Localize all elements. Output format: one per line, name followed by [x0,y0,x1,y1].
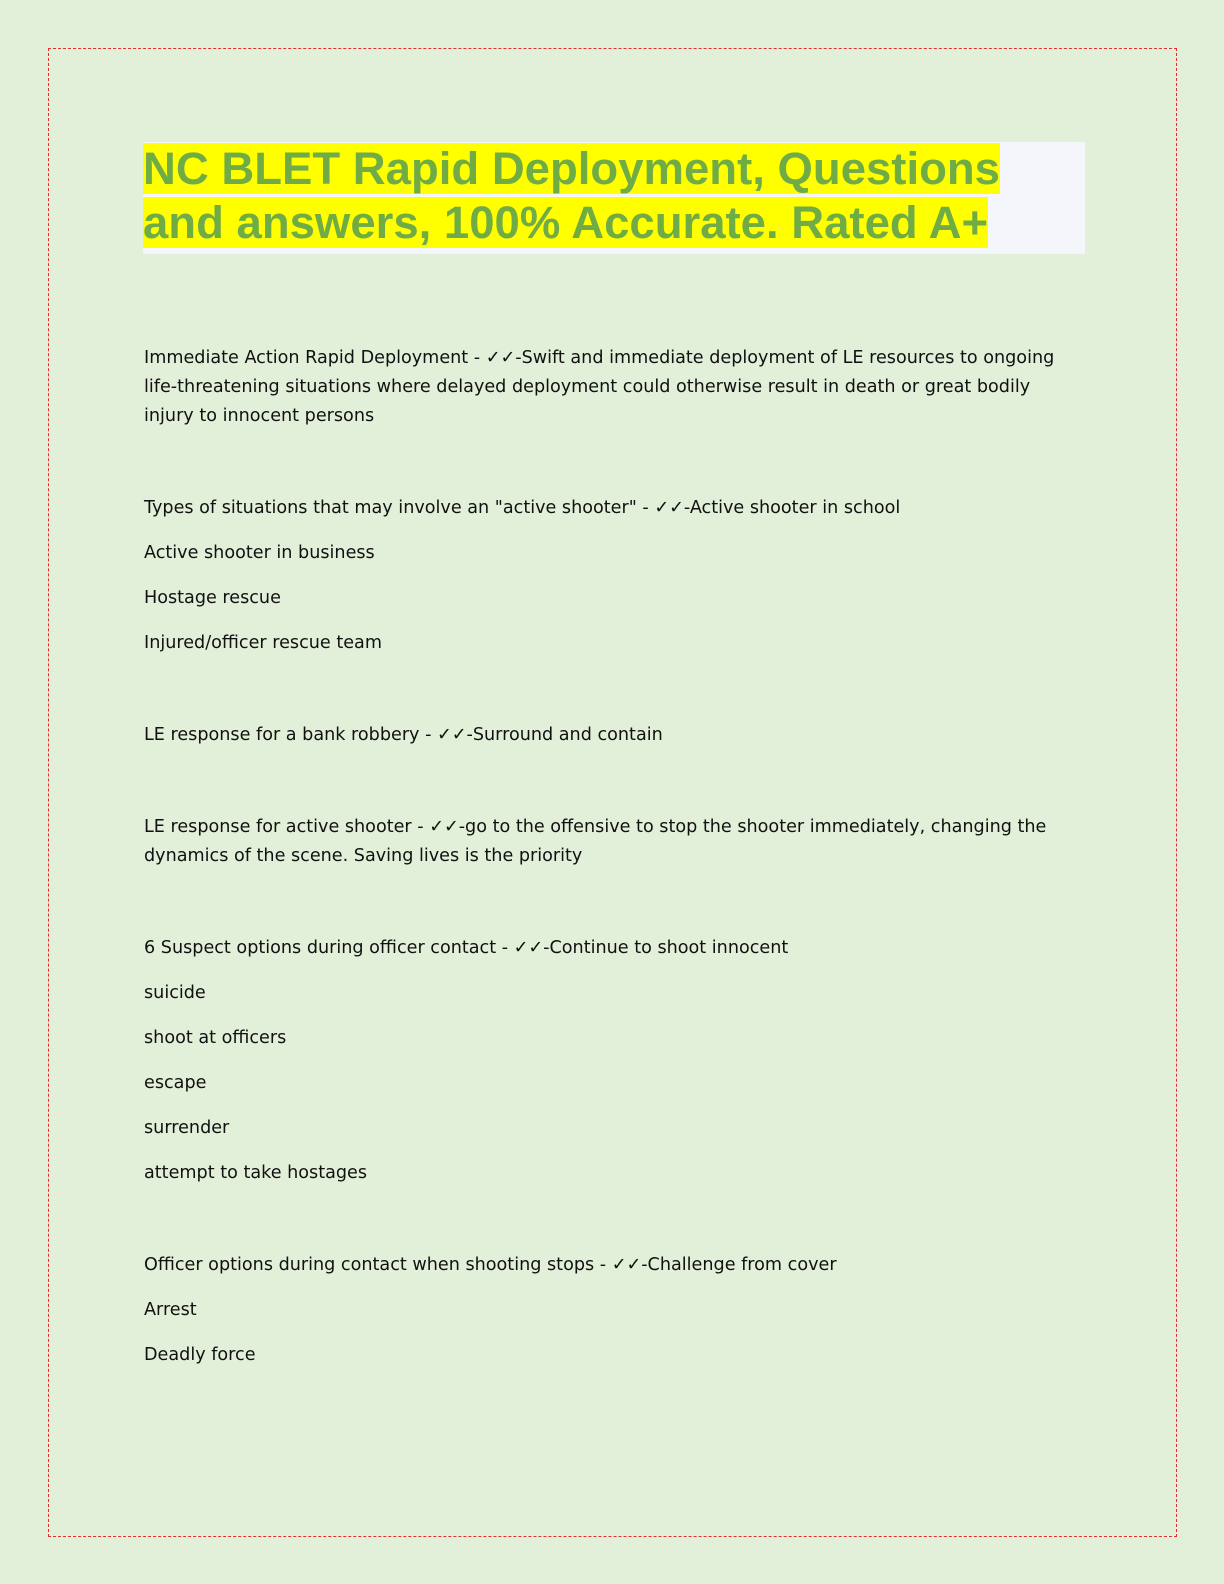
qa-main-line [144,934,1084,963]
qa-main-line [144,1251,1084,1280]
qa-extra-line: escape [144,1073,207,1093]
qa-question: Types of situations that may involve an "active shooter" [144,498,637,518]
qa-main-line [144,721,1084,750]
qa-separator: - [636,498,655,518]
qa-separator: - [468,348,486,368]
qa-extra-line: Injured/officer rescue team [144,633,382,653]
title-line-1: NC BLET Rapid Deployment, Questions [143,143,1000,194]
qa-separator: - [419,725,438,745]
double-check-icon: ✓✓ [485,348,516,368]
qa-extra-line: Arrest [144,1300,197,1320]
qa-item [144,721,1084,750]
item-gap [144,658,1084,721]
qa-question: LE response for a bank robbery [144,725,420,745]
qa-question: LE response for active shooter [144,817,412,837]
qa-extra-line: shoot at officers [144,1028,287,1048]
qa-item [144,1251,1084,1370]
document-title [143,142,1085,250]
double-check-icon: ✓✓ [611,1255,642,1275]
qa-separator: - [411,817,430,837]
qa-extra-line: surrender [144,1118,230,1138]
item-gap [144,431,1084,494]
qa-extra-line: Deadly force [144,1345,256,1365]
qa-answer: -Continue to shoot innocent [543,938,789,958]
qa-answer: -Challenge from cover [641,1255,837,1275]
qa-answer: -go to the offensive to stop the shooter immediately, changing the dynamics of the scene. Saving lives is the priority [144,817,1047,866]
qa-extra-line: Active shooter in business [144,543,375,563]
item-gap [144,1188,1084,1251]
qa-item [144,813,1084,871]
qa-extra-line: attempt to take hostages [144,1163,368,1183]
qa-item [144,934,1084,1188]
qa-answer: -Surround and contain [466,725,663,745]
double-check-icon: ✓✓ [437,725,467,745]
double-check-icon: ✓✓ [429,817,459,837]
qa-extra-line: Hostage rescue [144,588,281,608]
qa-answer: -Swift and immediate deployment of LE resources to ongoing life-threatening situations where delayed deployment could otherwise result in death or great bodily injury to innocent persons [144,348,1055,426]
title-block [143,142,1085,254]
qa-question: Immediate Action Rapid Deployment [144,348,469,368]
qa-item [144,344,1084,431]
double-check-icon: ✓✓ [654,498,684,518]
qa-answer: -Active shooter in school [683,498,901,518]
double-check-icon: ✓✓ [513,938,544,958]
title-line-2: and answers, 100% Accurate. Rated A+ [143,197,989,248]
qa-item [144,494,1084,658]
qa-extra-line: suicide [144,983,206,1003]
qa-question: Officer options during contact when shooting stops [144,1255,595,1275]
qa-separator: - [594,1255,612,1275]
item-gap [144,750,1084,813]
qa-main-line [144,344,1084,431]
qa-main-line [144,813,1084,871]
qa-question: 6 Suspect options during officer contact [144,938,497,958]
qa-content [144,344,1084,1370]
qa-separator: - [496,938,514,958]
qa-main-line [144,494,1084,523]
item-gap [144,871,1084,934]
